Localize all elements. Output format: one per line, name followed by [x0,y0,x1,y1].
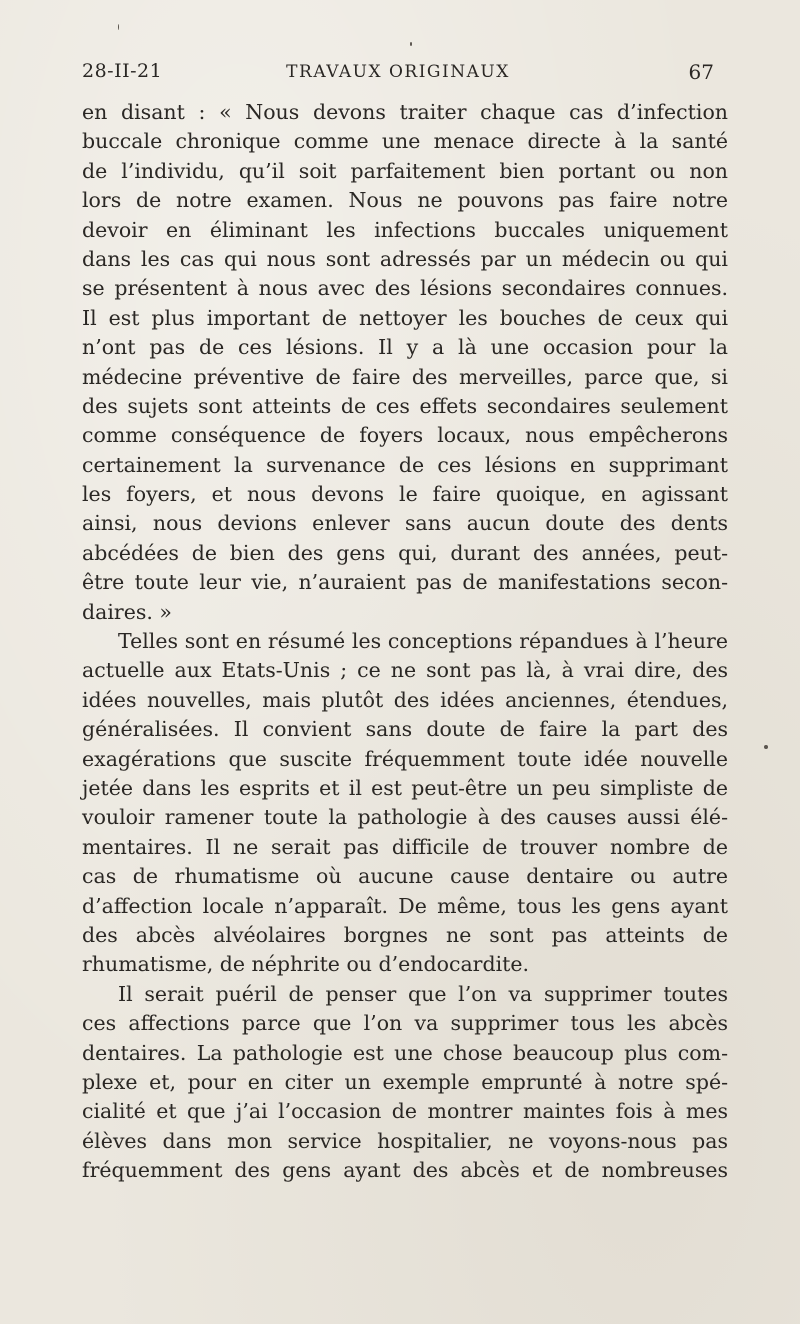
text-line: des sujets sont atteints de ces effets secondaires seulement [82,393,728,418]
text-line: dentaires. La pathologie est une chose beaucoup plus com- [82,1040,728,1065]
text-line: abcédées de bien des gens qui, durant des années, peut- [82,540,728,565]
text-line: Telles sont en résumé les conceptions répandues à l’heure [118,629,728,654]
text-line: actuelle aux Etats-Unis ; ce ne sont pas là, à vrai dire, des [82,658,728,683]
text-line: Il serait puéril de penser que l’on va supprimer toutes [118,981,728,1006]
running-header [82,60,714,96]
text-line: dans les cas qui nous sont adressés par un médecin ou qui [82,246,728,271]
text-line: médecine préventive de faire des merveilles, parce que, si [82,364,728,389]
text-line: buccale chronique comme une menace directe à la santé [82,129,728,154]
text-line: d’affection locale n’apparaît. De même, tous les gens ayant [82,893,728,918]
header-title: TRAVAUX ORIGINAUX [286,62,510,82]
text-line: plexe et, pour en citer un exemple emprunté à notre spé- [82,1069,728,1094]
header-date: 28-II-21 [82,60,163,82]
page-number: 67 [688,60,714,84]
text-line: cialité et que j’ai l’occasion de montrer maintes fois à mes [82,1099,728,1124]
text-line: de l’individu, qu’il soit parfaitement bien portant ou non [82,158,728,183]
text-line: daires. » [82,599,172,624]
text-line: être toute leur vie, n’auraient pas de manifestations secon- [82,570,728,595]
text-line: en disant : « Nous devons traiter chaque cas d’infection [82,100,728,124]
text-line: comme conséquence de foyers locaux, nous empêcherons [82,423,728,448]
text-line: élèves dans mon service hospitalier, ne voyons-nous pas [82,1128,728,1153]
text-line: mentaires. Il ne serait pas difficile de trouver nombre de [82,834,728,859]
paper-speck [118,24,119,30]
text-line: ainsi, nous devions enlever sans aucun doute des dents [82,511,728,536]
body-text [82,98,728,1185]
text-line: cas de rhumatisme où aucune cause dentaire ou autre [82,864,728,889]
text-line: ces affections parce que l’on va supprimer tous les abcès [82,1011,728,1036]
text-line: les foyers, et nous devons le faire quoique, en agissant [82,482,728,507]
text-line: des abcès alvéolaires borgnes ne sont pas atteints de [82,922,728,947]
text-line: généralisées. Il convient sans doute de faire la part des [82,717,728,742]
text-line: se présentent à nous avec des lésions secondaires connues. [82,276,728,301]
text-line: devoir en éliminant les infections buccales uniquement [82,217,728,242]
text-line: idées nouvelles, mais plutôt des idées anciennes, étendues, [82,687,728,712]
text-line: rhumatisme, de néphrite ou d’endocardite. [82,952,530,977]
text-line: lors de notre examen. Nous ne pouvons pas faire notre [82,188,728,213]
text-line: certainement la survenance de ces lésions en supprimant [82,452,728,477]
text-line: Il est plus important de nettoyer les bouches de ceux qui [82,305,728,330]
paper-speck [410,42,412,46]
text-line: fréquemment des gens ayant des abcès et de nombreuses [82,1158,728,1183]
text-line: n’ont pas de ces lésions. Il y a là une occasion pour la [82,335,728,360]
paper-speck [764,745,768,749]
text-line: vouloir ramener toute la pathologie à des causes aussi élé- [82,805,728,830]
text-line: jetée dans les esprits et il est peut-être un peu simpliste de [82,775,728,800]
text-line: exagérations que suscite fréquemment toute idée nouvelle [82,746,728,771]
